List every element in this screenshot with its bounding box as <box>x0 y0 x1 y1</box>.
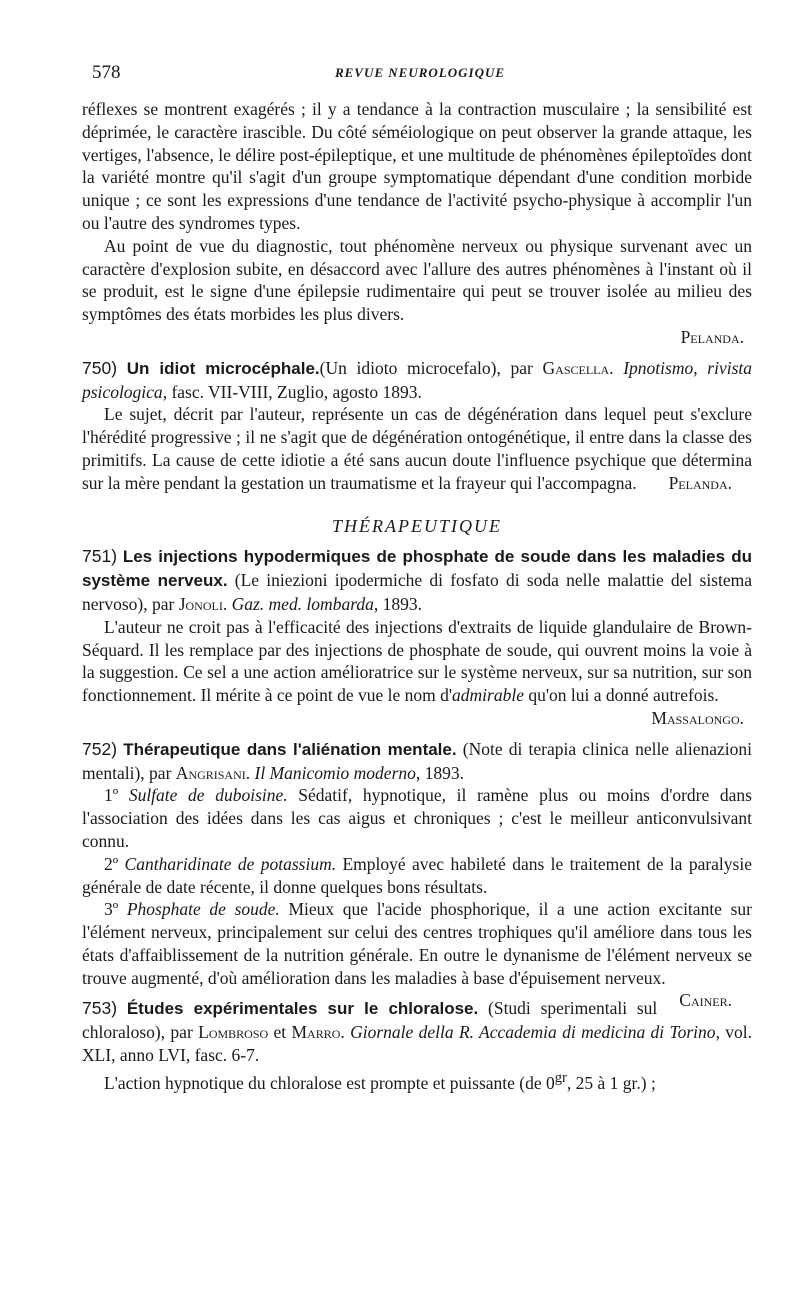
continuation-paragraph: réflexes se montrent exagérés ; il y a tendance à la contraction musculaire ; la sensibilité est déprimée, le caractère irascible. Du côté séméiologique on peut observer la grande attaque, les vertiges, l'absence, le délire post-épileptique, et une multitude de phénomènes épileptoïdes dont la variété montre qu'il s'agit d'un groupe symptomatique dépendant d'une condition morbide unique ; ce sont les expressions d'une tendance de l'activité psycho-physique à accomplir l'un ou l'autre des syndromes types. <box>82 99 752 233</box>
entry-body: Le sujet, décrit par l'auteur, représente un cas de dégénération dans lequel peut s'exclure l'hérédité progressive ; il ne s'agit que de dégénération ontogénétique, il entre dans la classe des primitifs. La cause de cette idiotie a été sans aucun doute l'influence psychique que détermina sur la mère pendant la gestation un traumatisme et la frayeur qui l'accompagna. <box>82 404 752 493</box>
entry-number: 753) <box>82 998 118 1019</box>
page-number: 578 <box>92 62 121 83</box>
signature-pelanda-1: Pelanda. <box>680 326 744 347</box>
text-block <box>82 98 752 1095</box>
entry-body: L'action hypnotique du chloralose est prompte et puissante (de $0^{gr}$, 25 à 1 gr.) ; <box>104 1069 656 1093</box>
entry-751: 751) Les injections hypodermiques de phosphate de soude dans les maladies du système nerveux. (Le iniezioni ipodermiche di fosfato di soda nelle malattie del sistema nervoso), par Jonoli. Gaz. med. lombarda, 1893. L'auteur ne croit pas à l'efficacité des injections d'extraits de liquide glandulaire de Brown-Séquard. Il les remplace par des injections de phosphate de soude, qui ouvrent moins la voie à la suggestion. Ce sel a une action amélioratrice sur le système nerveux, sur sa nutrition, sur son fonctionnement. Il mérite à ce point de vue le nom d'admirable qu'on lui a donné autrefois. Massalongo. <box>82 546 753 728</box>
running-title: REVUE NEUROLOGIQUE <box>334 65 506 80</box>
entry-752: 752) Thérapeutique dans l'aliénation mentale. (Note di terapia clinica nelle alienazioni mentali), par Angrisani. Il Manicomio moderno, 1893. 1º Sulfate de duboisine. Sédatif, hypnotique, il ramène plus ou moins d'ordre dans l'association des idées dans les cas aigus et chroniques ; c'est le meilleur anticonvulsivant connu. 2º Cantharidinate de potassium. Employé avec habileté dans le traitement de la paralysie générale de date récente, il donne quelques bons résultats. 3º Phosphate de soude. Mieux que l'acide phosphorique, il a une action excitante sur l'élément nerveux, principalement sur celui des centres trophiques qu'il améliore dans tous les états d'affaiblissement de la nutrition générale. En outre le dynanisme de l'élément nerveux se trouve augmenté, d'où amélioration dans les maladies à base d'épuisement nerveux. Cainer. <box>82 738 752 1011</box>
entry-title: Thérapeutique dans l'aliénation mentale. <box>123 739 457 759</box>
list-item: 3º Phosphate de soude. Mieux que l'acide phosphorique, il a une action excitante sur l'élément nerveux, principalement sur celui des centres trophiques qu'il améliore dans tous les états d'affaiblissement de la nutrition générale. En outre le dynanisme de l'élément nerveux se trouve augmenté, d'où amélioration dans les maladies à base d'épuisement nerveux. Cainer. <box>82 899 752 1011</box>
entry-journal: Ipnotismo, rivista psicologica <box>82 357 753 402</box>
entry-number: 752) <box>82 738 118 759</box>
entry-number: 750) <box>82 357 118 378</box>
entry-title: Études expérimentales sur le chloralose. <box>126 999 479 1019</box>
signature-cainer: Cainer. <box>679 990 732 1011</box>
entry-title: Les injections hypodermiques de phosphate de soude dans les maladies du système nerveux. <box>82 547 752 591</box>
entry-body: L'auteur ne croit pas à l'efficacité des injections d'extraits de liquide glandulaire de Brown-Séquard. Il les remplace par des injections de phosphate de soude, qui ouvrent moins la voie à la suggestion. Ce sel a une action amélioratrice sur le système nerveux, sur sa nutrition, sur son fonctionnement. Il mérite à ce point de vue le nom d'admirable qu'on lui a donné autrefois. <box>82 616 752 706</box>
entry-title: Un idiot microcéphale. <box>126 358 320 378</box>
entry-journal: Gaz. med. lombarda <box>231 593 374 614</box>
entry-number: 751) <box>82 546 118 567</box>
entry-citation: (Le iniezioni ipodermiche di fosfato di soda nelle malattie del sistema nervoso), par <box>82 570 753 614</box>
entry-author: Marro <box>291 1022 341 1043</box>
signature-pelanda-2: Pelanda. <box>668 472 732 493</box>
entry-author: Jonoli <box>178 593 223 614</box>
list-item: 2º Cantharidinate de potassium. Employé avec habileté dans le traitement de la paralysie générale de date récente, il donne quelques bons résultats. <box>82 853 752 897</box>
entry-citation: (Studi sperimentali sul chloraloso), par <box>82 998 658 1043</box>
entry-journal: Il Manicomio moderno <box>254 762 416 783</box>
entry-journal: Giornale della R. Accademia di medicina di Torino <box>350 1022 716 1043</box>
list-item: 1º Sulfate de duboisine. Sédatif, hypnotique, il ramène plus ou moins d'ordre dans l'association des idées dans les cas aigus et chroniques ; c'est le meilleur anticonvulsivant connu. <box>82 785 752 851</box>
entry-753: 753) Études expérimentales sur le chloralose. (Studi sperimentali sul chloraloso), par Lombroso et Marro. Giornale della R. Accademia di medicina di Torino, vol. XLI, anno LVI, fasc. 6-7. L'action hypnotique du chloralose est prompte et puissante (de $0^{gr}$, 25 à 1 gr.) ; <box>82 998 753 1093</box>
entry-author: Gascella <box>542 357 610 378</box>
continuation-paragraph-2: Au point de vue du diagnostic, tout phénomène nerveux ou physique survenant avec un caractère d'explosion subite, en désaccord avec l'allure des autres phénomènes à l'instant où il se produit, est le signe d'une épilepsie rudimentaire qui peut se trouver isolée au milieu des symptômes des états morbides les plus divers. <box>82 235 752 325</box>
entry-author: Angrisani <box>175 762 246 783</box>
entry-citation: (Un idioto microcefalo), par <box>319 357 543 378</box>
signature-massalongo: Massalongo. <box>651 707 744 728</box>
entry-citation: (Note di terapia clinica nelle alienazioni mentali), par <box>82 738 752 783</box>
page-header <box>92 62 748 84</box>
entry-750: 750) Un idiot microcéphale.(Un idioto microcefalo), par Gascella. Ipnotismo, rivista psicologica, fasc. VII-VIII, Zuglio, agosto 1893. Le sujet, décrit par l'auteur, représente un cas de dégénération dans lequel peut s'exclure l'hérédité progressive ; il ne s'agit que de dégénération ontogénétique, il entre dans la classe des primitifs. La cause de cette idiotie a été sans aucun doute l'influence psychique que détermina sur la mère pendant la gestation un traumatisme et la frayeur qui l'accompagna. Pelanda. <box>82 357 753 493</box>
entry-author: Lombroso <box>198 1022 269 1043</box>
section-heading: THÉRAPEUTIQUE <box>332 515 502 536</box>
